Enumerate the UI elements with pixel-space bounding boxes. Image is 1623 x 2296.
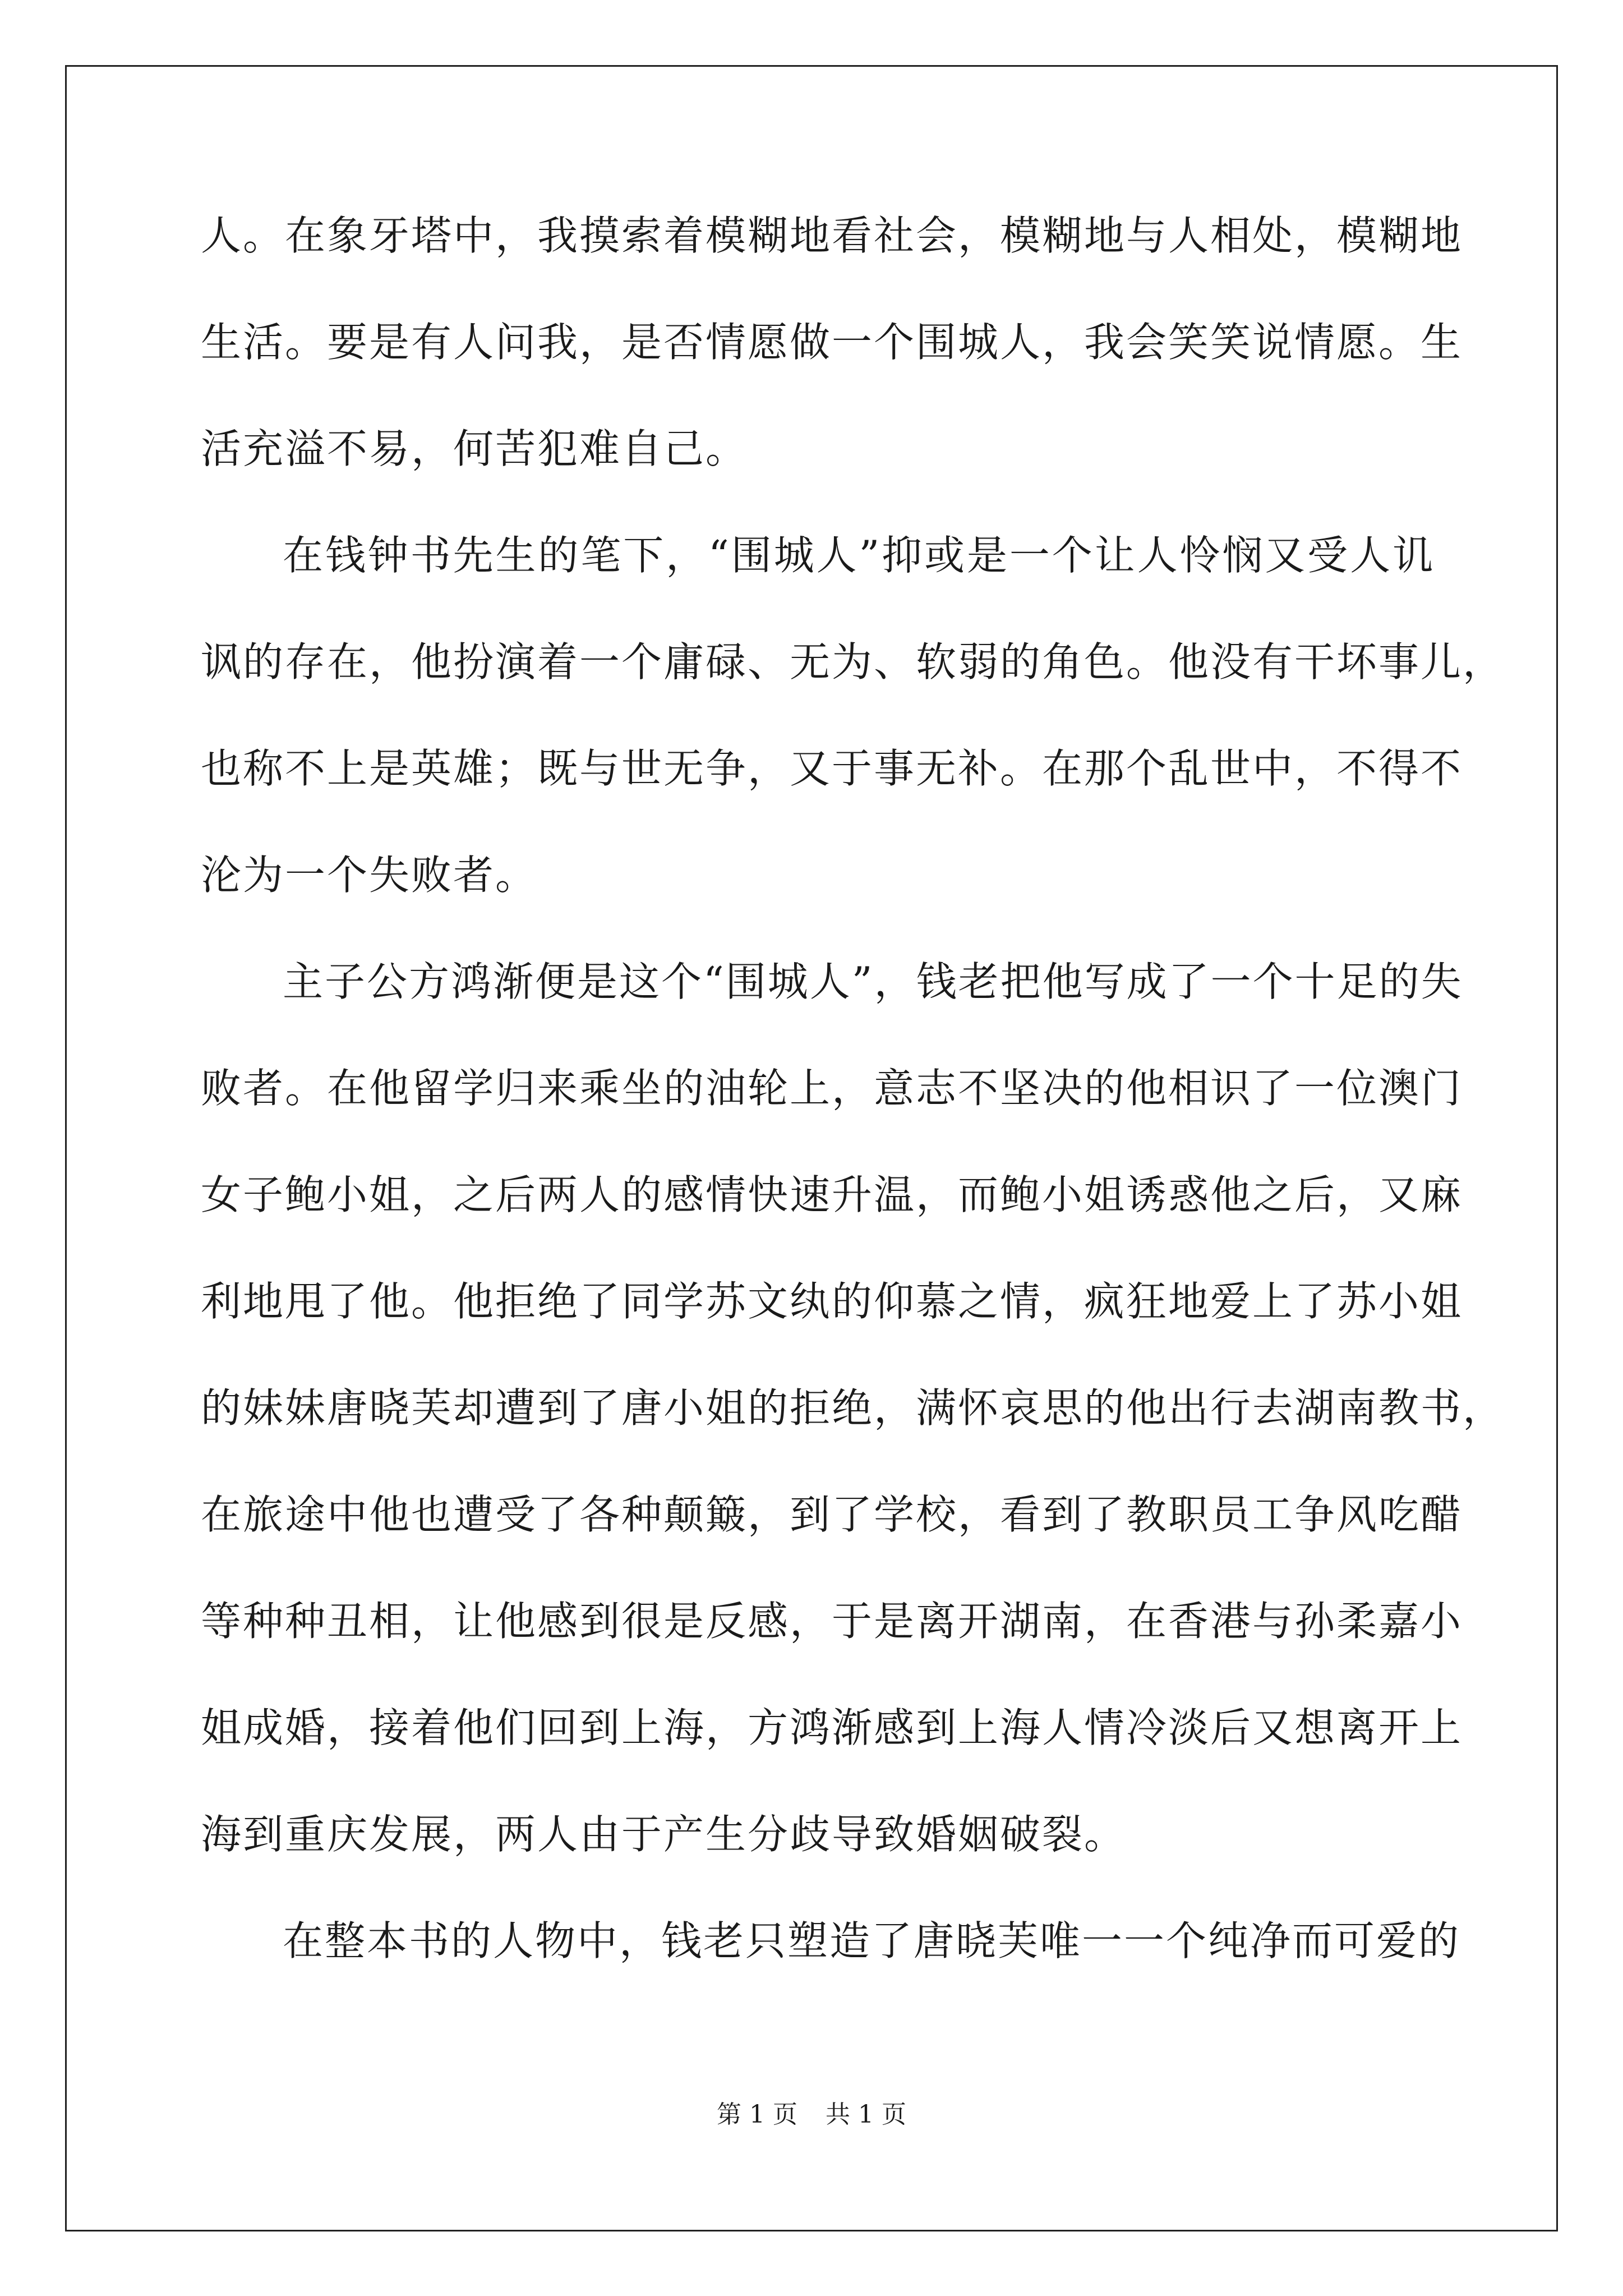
text-line: 姐成婚，接着他们回到上海，方鸿渐感到上海人情冷淡后又想离开上 bbox=[201, 1704, 1463, 1751]
document-body bbox=[201, 208, 1505, 2019]
text-line: 海到重庆发展，两人由于产生分歧导致婚姻破裂。 bbox=[201, 1811, 1127, 1858]
text-line: 沦为一个失败者。 bbox=[201, 852, 538, 899]
text-line: 在旅途中他也遭受了各种颠簸，到了学校，看到了教职员工争风吃醋 bbox=[201, 1491, 1463, 1538]
text-line: 女子鲍小姐，之后两人的感情快速升温，而鲍小姐诱惑他之后，又麻 bbox=[201, 1171, 1463, 1218]
paragraph-start-line: 主子公方鸿渐便是这个“围城人”，钱老把他写成了一个十足的失 bbox=[283, 958, 1463, 1005]
text-line: 的妹妹唐晓芙却遭到了唐小姐的拒绝，满怀哀思的他出行去湖南教书， bbox=[201, 1384, 1505, 1432]
text-line: 生活。要是有人问我，是否情愿做一个围城人，我会笑笑说情愿。生 bbox=[201, 319, 1463, 366]
text-line: 讽的存在，他扮演着一个庸碌、无为、软弱的角色。他没有干坏事儿， bbox=[201, 638, 1505, 685]
paragraph-start-line: 在钱钟书先生的笔下，“围城人”抑或是一个让人怜悯又受人讥 bbox=[283, 532, 1435, 579]
text-line: 人。在象牙塔中，我摸索着模糊地看社会，模糊地与人相处，模糊地 bbox=[201, 212, 1463, 259]
paragraph-start-line: 在整本书的人物中，钱老只塑造了唐晓芙唯一一个纯净而可爱的 bbox=[283, 1917, 1461, 1964]
page-footer bbox=[0, 2098, 1623, 2132]
text-line: 活充溢不易，何苦犯难自己。 bbox=[201, 425, 748, 472]
text-line: 也称不上是英雄；既与世无争，又于事无补。在那个乱世中，不得不 bbox=[201, 745, 1463, 792]
text-line: 利地甩了他。他拒绝了同学苏文纨的仰慕之情，疯狂地爱上了苏小姐 bbox=[201, 1278, 1463, 1325]
text-line: 败者。在他留学归来乘坐的油轮上，意志不坚决的他相识了一位澳门 bbox=[201, 1065, 1463, 1112]
text-line: 等种种丑相，让他感到很是反感，于是离开湖南，在香港与孙柔嘉小 bbox=[201, 1598, 1463, 1645]
total-pages: 共 1 页 bbox=[826, 2100, 906, 2129]
page-number: 第 1 页 bbox=[717, 2100, 797, 2129]
